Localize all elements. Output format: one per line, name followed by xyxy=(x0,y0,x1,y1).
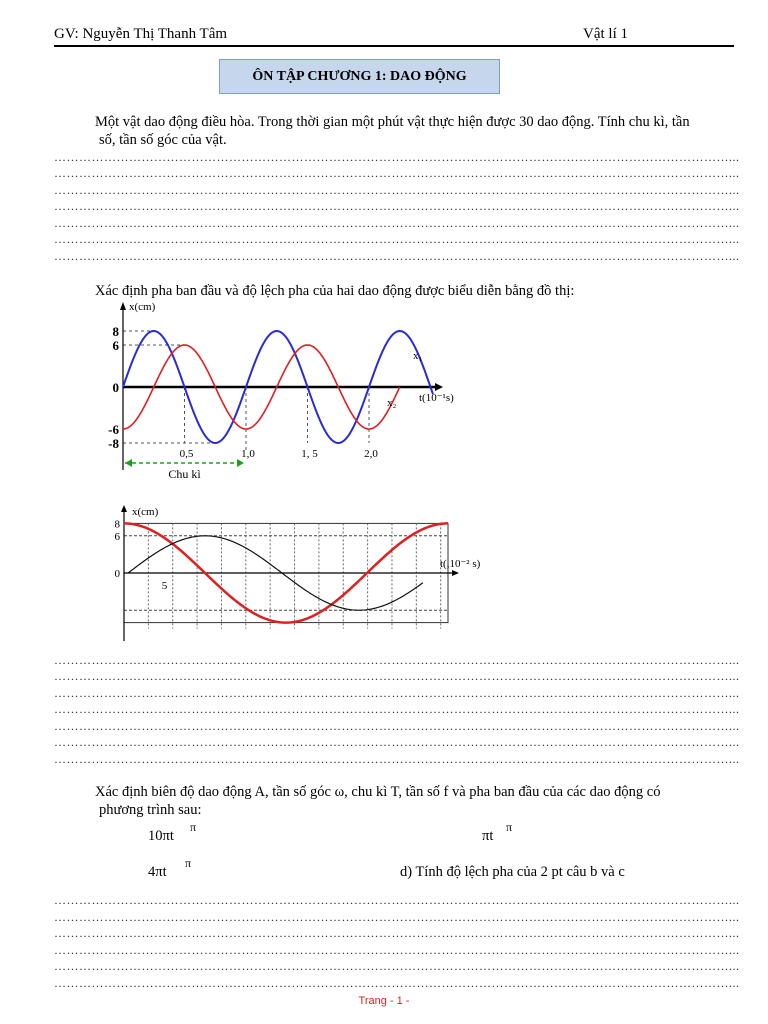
equation-b: πt xyxy=(482,828,494,844)
y-axis-label: x(cm) xyxy=(129,301,156,313)
answer-line[interactable]: ………………………………………………………………………………………………………………………………………………... xyxy=(54,926,740,940)
series-label-x1: x₁ xyxy=(413,350,423,362)
answer-line[interactable]: ………………………………………………………………………………………………………………………………………………... xyxy=(54,669,740,683)
period-label: Chu kì xyxy=(168,467,201,481)
chapter-title: ÔN TẬP CHƯƠNG 1: DAO ĐỘNG xyxy=(252,68,467,84)
x-axis-arrow xyxy=(435,383,443,391)
chart-oscillation-2 xyxy=(110,503,481,648)
answer-line[interactable]: ………………………………………………………………………………………………………………………………………………... xyxy=(54,249,740,263)
teacher-name: GV: Nguyễn Thị Thanh Tâm xyxy=(54,26,228,42)
equation-c: 4πt xyxy=(148,864,167,880)
equation-a: 10πt xyxy=(148,828,174,844)
chart-oscillation-1 xyxy=(105,298,475,488)
answer-line[interactable]: ………………………………………………………………………………………………………………………………………………... xyxy=(54,653,740,667)
y-tick-label: 0 xyxy=(112,380,119,395)
answer-line[interactable]: ………………………………………………………………………………………………………………………………………………... xyxy=(54,959,740,973)
answer-line[interactable]: ………………………………………………………………………………………………………………………………………………... xyxy=(54,183,740,197)
answer-line[interactable]: ………………………………………………………………………………………………………………………………………………... xyxy=(54,976,740,990)
series-label-x2: x₂ xyxy=(387,397,397,409)
chapter-title-box xyxy=(219,59,500,94)
q3-line2: phương trình sau: xyxy=(99,802,202,818)
x-tick-label: 0,5 xyxy=(179,448,194,460)
y-axis-arrow xyxy=(120,302,126,310)
answer-line[interactable]: ………………………………………………………………………………………………………………………………………………... xyxy=(54,216,740,230)
y-tick-label: 6 xyxy=(114,530,120,543)
answer-line[interactable]: ………………………………………………………………………………………………………………………………………………... xyxy=(54,719,740,733)
period-arrow-head xyxy=(125,459,132,467)
q1-line2: số, tần số góc của vật. xyxy=(99,132,227,148)
x-tick-label: 2,0 xyxy=(364,448,378,460)
answer-line[interactable]: ………………………………………………………………………………………………………………………………………………... xyxy=(54,943,740,957)
answer-line[interactable]: ………………………………………………………………………………………………………………………………………………... xyxy=(54,893,740,907)
answer-line[interactable]: ………………………………………………………………………………………………………………………………………………... xyxy=(54,702,740,716)
x-tick-label: 1,0 xyxy=(241,448,255,460)
equation-c-pi: π xyxy=(185,856,192,870)
answer-line[interactable]: ………………………………………………………………………………………………………………………………………………... xyxy=(54,686,740,700)
y-tick-label: 8 xyxy=(114,518,120,531)
answer-line[interactable]: ………………………………………………………………………………………………………………………………………………... xyxy=(54,166,740,180)
answer-line[interactable]: ………………………………………………………………………………………………………………………………………………... xyxy=(54,752,740,766)
q3-line1: Xác định biên độ dao động A, tần số góc ω, chu kì T, tần số f và pha ban đầu của các dao động có xyxy=(95,784,661,800)
period-arrow-head xyxy=(237,459,244,467)
subject-label: Vật lí 1 xyxy=(583,26,628,42)
y-tick-label: -8 xyxy=(108,436,119,451)
q1-line1: Một vật dao động điều hòa. Trong thời gian một phút vật thực hiện được 30 dao động. Tính chu kì, tần xyxy=(95,114,690,130)
x-axis-label: t(10⁻¹s) xyxy=(419,392,454,404)
x-axis-arrow xyxy=(452,570,459,576)
x-tick-label: 1, 5 xyxy=(301,448,318,460)
answer-line[interactable]: ………………………………………………………………………………………………………………………………………………... xyxy=(54,199,740,213)
page-footer: Trang - 1 - xyxy=(358,995,410,1007)
q2-text: Xác định pha ban đầu và độ lệch pha của hai dao động được biểu diễn bằng đồ thị: xyxy=(95,283,575,299)
y-tick-label: 8 xyxy=(112,324,119,339)
x-tick-label: 5 xyxy=(161,580,168,592)
equation-b-pi: π xyxy=(506,820,513,834)
y-tick-label: 6 xyxy=(112,338,119,353)
part-d-text: d) Tính độ lệch pha của 2 pt câu b và c xyxy=(400,864,625,880)
x-axis-label: t(,10⁻² s) xyxy=(440,558,481,570)
y-tick-label: 0 xyxy=(114,568,120,580)
answer-line[interactable]: ………………………………………………………………………………………………………………………………………………... xyxy=(54,910,740,924)
equation-a-pi: π xyxy=(190,820,197,834)
answer-line[interactable]: ………………………………………………………………………………………………………………………………………………... xyxy=(54,150,740,164)
header-rule xyxy=(54,45,734,47)
answer-line[interactable]: ………………………………………………………………………………………………………………………………………………... xyxy=(54,232,740,246)
y-axis-label: x(cm) xyxy=(132,506,159,518)
y-axis-arrow xyxy=(121,505,127,512)
y-tick-label: -6 xyxy=(108,422,119,437)
answer-line[interactable]: ………………………………………………………………………………………………………………………………………………... xyxy=(54,735,740,749)
